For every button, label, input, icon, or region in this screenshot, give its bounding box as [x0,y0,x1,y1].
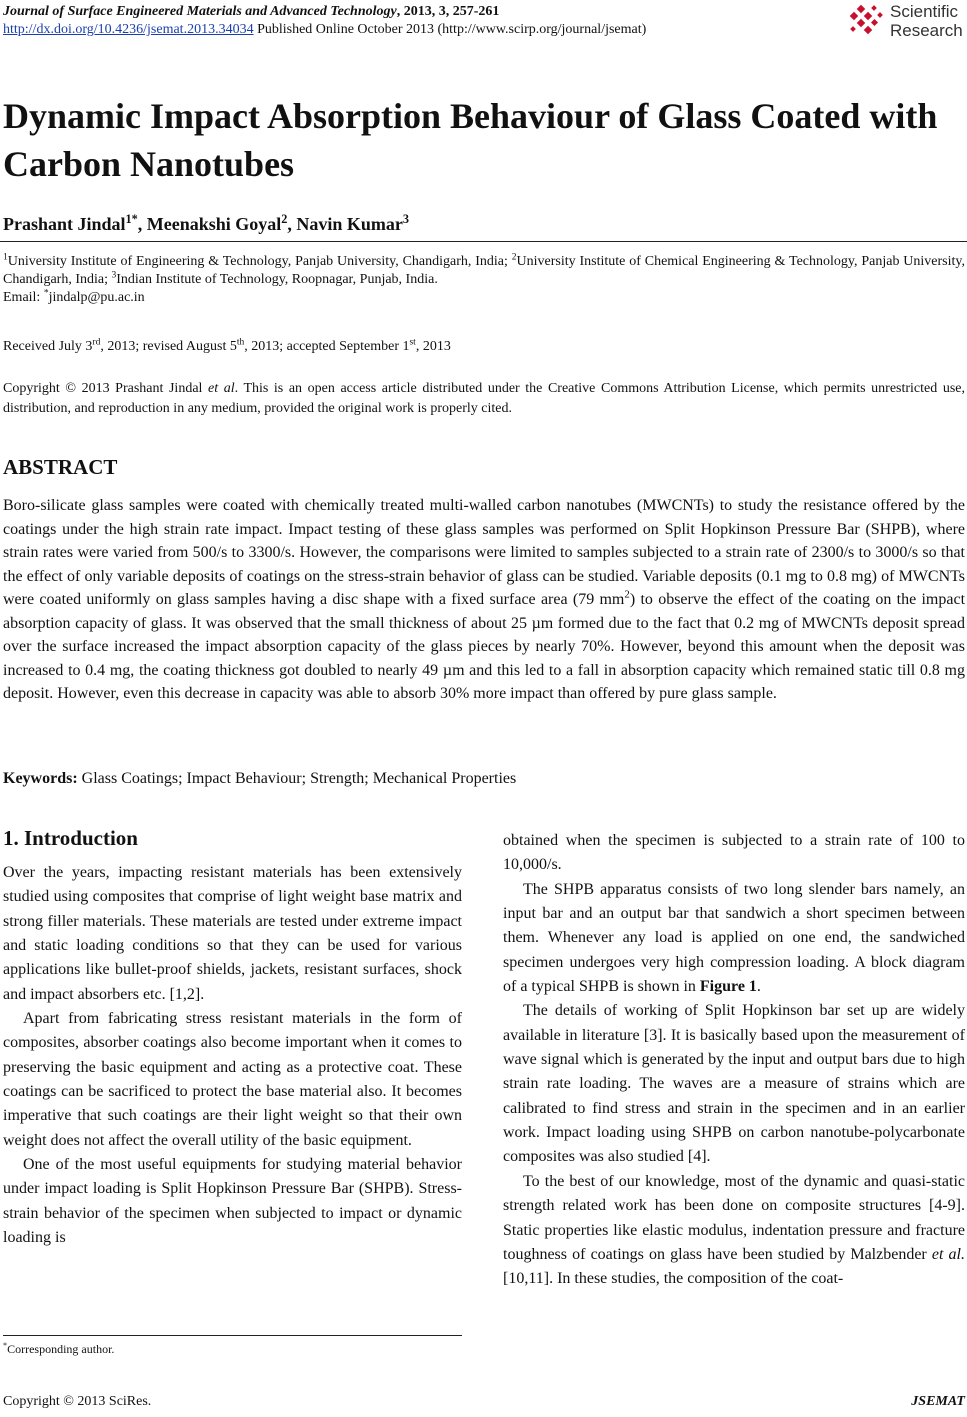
footnote-text: Corresponding author. [7,1342,115,1356]
paper-title: Dynamic Impact Absorption Behaviour of Glass Coated with Carbon Nanotubes [3,96,938,184]
journal-citation-line [3,3,843,21]
copyright-notice [3,379,965,418]
paragraph: Apart from fabricating stress resistant materials in the form of composites, absorber coatings also become important when it comes to preserving the basic equipment and acting as a protective coat. These coatings can be sacrificed to protect the base material also. It becomes imperative that such coatings are their light weight so that their own weight does not affect the overall utility of the basic equipment. [3,1010,462,1149]
logo-line-1: Scientific [890,2,959,21]
et-al: et al [208,381,235,396]
journal-doi-line [3,21,843,39]
license-text: . This is an open access article distributed under the Creative Commons Attribution License, which permits unrestricted use, distribution, and reproduction in any medium, provided the original work is properly cited. [3,381,965,416]
journal-header [3,3,843,39]
corresponding-email: jindalp@pu.ac.in [48,290,145,305]
email-label: Email: [3,290,44,305]
keywords [3,770,516,788]
footnote [3,1342,114,1357]
revised-text: , 2013; revised August 5 [100,339,237,354]
accepted-text: , 2013; accepted September 1 [244,339,410,354]
published-online-text: Published Online October 2013 (http://www.scirp.org/journal/jsemat) [253,22,647,37]
doi-link[interactable]: http://dx.doi.org/10.4236/jsemat.2013.34034 [3,22,254,37]
paragraph-text: . [756,978,761,996]
abstract-text-part: ) to observe the effect of the coating on the impact absorption capacity of glass. It was observed that the small thickness of about 25 µm formed due to the fact that 0.2 mg of MWCNTs deposit spread over the surface increased the impact absorption capacity of the glass pieces by nearly 70%. However, beyond this amount when the deposit was increased to 0.4 mg, the coating thickness got doubled to nearly 49 µm and this led to a fall in absorption capacity which remained static till 0.8 mg deposit. However, even this decrease in capacity was able to absorb 30% more impact than offered by pure glass sample. [3,591,966,702]
affiliation-superscript: 2 [511,252,517,263]
affiliations [3,253,965,307]
abstract-heading: ABSTRACT [3,455,118,479]
right-column [503,829,965,1292]
abstract-body [3,494,965,706]
figure-reference[interactable]: Figure 1 [699,978,757,996]
et-al: et al. [931,1245,965,1263]
footer-journal-abbrev: JSEMAT [911,1394,965,1409]
keywords-label: Keywords: [3,770,78,787]
footnote-divider [3,1335,462,1336]
page-footer [3,1394,965,1410]
abstract-superscript: 2 [624,588,630,601]
paragraph: The details of working of Split Hopkinson bar set up are widely available in literature [3]. It is basically based upon the measurement of wave signal which is generated by the input and output bars due to high strain rate loading. The waves are a measure of strains which are calibrated to find stress and strain in the specimen and in an earlier work. Impact loading using SHPB on carbon nanotube-polycarbonate composites was also studied [4]. [503,1002,965,1166]
logo-line-2: Research [890,21,963,40]
introduction-heading: 1. Introduction [3,826,138,850]
year-text: , 2013 [415,339,451,354]
date-superscript: th [236,337,245,348]
copyright-text: Copyright © 2013 Prashant Jindal [3,381,209,396]
journal-volume: , 2013, 3, 257-261 [396,4,500,19]
date-superscript: st [409,337,416,348]
paragraph [503,1170,965,1292]
paragraph-text: To the best of our knowledge, most of the dynamic and quasi-static strength related work has been done on composite structures [4-9]. Static properties like elastic modulus, indentation pressure and fracture toughness of coatings on glass have been studied by Malzbender [503,1172,965,1263]
header-divider [0,241,967,242]
footnote-superscript: * [3,1341,8,1350]
paragraph: obtained when the specimen is subjected to a strain rate of 100 to 10,000/s. [503,832,965,874]
left-column [3,861,462,1251]
paragraph [503,878,965,1000]
email-superscript: * [43,288,49,299]
author-name: Meenakshi Goyal [146,214,282,234]
date-superscript: rd [92,337,101,348]
paragraph-text: The SHPB apparatus consists of two long slender bars namely, an input bar and an output bar that sandwich a short specimen between them. Whenever any load is applied on one end, the sandwiched specimen undergoes very high compression loading. A block diagram of a typical SHPB is shown in [503,880,965,996]
received-dates [3,339,451,355]
affiliation-superscript: 1 [3,252,8,263]
author-superscript: 3 [402,212,410,226]
author-superscript: 1* [125,212,138,226]
author-list [3,214,409,235]
footer-copyright: Copyright © 2013 SciRes. [3,1394,152,1409]
journal-title: Journal of Surface Engineered Materials and Advanced Technology [3,4,397,19]
author-superscript: 2 [281,212,288,226]
abstract-text-part: Boro-silicate glass samples were coated with chemically treated multi-walled carbon nanotubes (MWCNTs) to study the resistance offered by the coatings under the high strain rate impact. Impact testing of these glass samples was performed on Split Hopkinson Pressure Bar (SHPB), where strain rates were varied from 500/s to 3300/s. However, the comparisons were limited to samples subjected to a strain rate of 2300/s to 3000/s so that the effect of only variable deposits of coatings on the stress-strain behavior of glass can be studied. Variable deposits (0.1 mg to 0.8 mg) of MWCNTs were coated uniformly on glass samples having a disc shape with a fixed surface area (79 mm [3,497,965,608]
paragraph-text: [10,11]. In these studies, the composition of the coat- [503,1270,844,1288]
author-name: Prashant Jindal [3,214,126,234]
received-text: Received July 3 [3,339,93,354]
affiliation-superscript: 3 [111,270,117,281]
affiliation-2: University Institute of Chemical Engineering & Technology, Panjab University, Chandigarh, India; [3,254,965,287]
author-name: Navin Kumar [296,214,403,234]
paragraph: Over the years, impacting resistant materials has been extensively studied using composites that comprise of light weight base matrix and strong filler materials. These materials are tested under extreme impact and static loading conditions so that they can be used for various applications like bullet-proof shields, jackets, resistant surfaces, shock and impact absorbers etc. [1,2]. [3,864,462,1003]
keywords-text: Glass Coatings; Impact Behaviour; Strength; Mechanical Properties [77,770,517,787]
affiliation-3: Indian Institute of Technology, Roopnagar, Punjab, India. [116,272,438,287]
logo-wordmark [890,2,963,40]
affiliation-1: University Institute of Engineering & Technology, Panjab University, Chandigarh, India; [7,254,512,269]
author-separator: , [137,214,147,234]
paragraph: One of the most useful equipments for studying material behavior under impact loading is Split Hopkinson Pressure Bar (SHPB). Stress-strain behavior of the specimen when subjected to impact or dynamic loading is [3,1156,462,1247]
author-separator: , [287,214,297,234]
